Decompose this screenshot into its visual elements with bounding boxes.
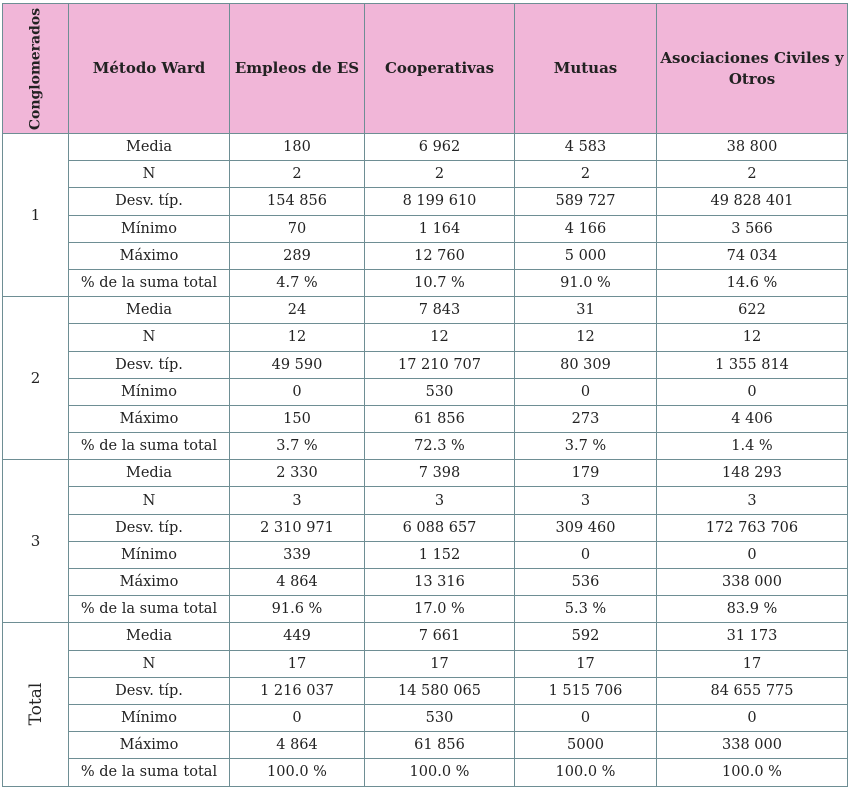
table-row <box>3 541 848 568</box>
stat-label: Media <box>69 134 230 161</box>
table-cell: 100.0 % <box>657 759 848 786</box>
cluster-label <box>3 623 69 786</box>
table-cell: 72.3 % <box>365 433 515 460</box>
cluster-label-text: Total <box>25 683 46 726</box>
table-row <box>3 460 848 487</box>
table-cell: 5.3 % <box>515 596 657 623</box>
table-cell: 91.6 % <box>230 596 365 623</box>
table-cell: 309 460 <box>515 514 657 541</box>
table-cell: 180 <box>230 134 365 161</box>
table-cell: 2 310 971 <box>230 514 365 541</box>
table-cell: 0 <box>230 378 365 405</box>
stat-label: Media <box>69 297 230 324</box>
table-cell: 7 661 <box>365 623 515 650</box>
table-cell: 1.4 % <box>657 433 848 460</box>
table-cell: 0 <box>515 541 657 568</box>
table-cell: 2 <box>230 161 365 188</box>
table-row <box>3 351 848 378</box>
table-cell: 83.9 % <box>657 596 848 623</box>
table-cell: 100.0 % <box>230 759 365 786</box>
table-row <box>3 134 848 161</box>
cluster-label <box>3 297 69 460</box>
stat-label: N <box>69 650 230 677</box>
table-cell: 5000 <box>515 732 657 759</box>
header-row <box>3 4 848 134</box>
table-cell: 6 962 <box>365 134 515 161</box>
table-cell: 2 330 <box>230 460 365 487</box>
table-cell: 2 <box>657 161 848 188</box>
table-cell: 3 <box>515 487 657 514</box>
table-cell: 0 <box>230 704 365 731</box>
table-row <box>3 650 848 677</box>
table-cell: 100.0 % <box>515 759 657 786</box>
table-cell: 179 <box>515 460 657 487</box>
stat-label: Máximo <box>69 569 230 596</box>
table-cell: 17 210 707 <box>365 351 515 378</box>
table-cell: 4 166 <box>515 215 657 242</box>
table-cell: 12 <box>515 324 657 351</box>
table-cell: 622 <box>657 297 848 324</box>
table-cell: 8 199 610 <box>365 188 515 215</box>
stat-label: Máximo <box>69 405 230 432</box>
table-cell: 1 355 814 <box>657 351 848 378</box>
table-cell: 70 <box>230 215 365 242</box>
table-cell: 3 <box>365 487 515 514</box>
table-cell: 1 515 706 <box>515 677 657 704</box>
table-cell: 530 <box>365 704 515 731</box>
table-row <box>3 324 848 351</box>
stat-label: Máximo <box>69 242 230 269</box>
table-row <box>3 677 848 704</box>
table-cell: 154 856 <box>230 188 365 215</box>
stat-label: Mínimo <box>69 704 230 731</box>
table-cell: 3 <box>657 487 848 514</box>
table-row <box>3 433 848 460</box>
header-mutuas: Mutuas <box>515 4 657 134</box>
table-cell: 17 <box>657 650 848 677</box>
table-cell: 24 <box>230 297 365 324</box>
cluster-label-text: 2 <box>30 369 41 388</box>
table-body <box>3 134 848 787</box>
stat-label: % de la suma total <box>69 433 230 460</box>
table-row <box>3 297 848 324</box>
table-cell: 2 <box>365 161 515 188</box>
stat-label: Desv. típ. <box>69 514 230 541</box>
table-cell: 3.7 % <box>515 433 657 460</box>
stat-label: Desv. típ. <box>69 677 230 704</box>
table-cell: 1 152 <box>365 541 515 568</box>
table-row <box>3 242 848 269</box>
table-row <box>3 596 848 623</box>
table-cell: 536 <box>515 569 657 596</box>
table-cell: 0 <box>657 378 848 405</box>
table-cell: 12 <box>657 324 848 351</box>
stat-label: Media <box>69 623 230 650</box>
table-cell: 2 <box>515 161 657 188</box>
table-cell: 7 843 <box>365 297 515 324</box>
stat-label: N <box>69 161 230 188</box>
stat-label: % de la suma total <box>69 596 230 623</box>
table-cell: 4.7 % <box>230 269 365 296</box>
table-cell: 17.0 % <box>365 596 515 623</box>
table-cell: 13 316 <box>365 569 515 596</box>
table-cell: 150 <box>230 405 365 432</box>
table-cell: 172 763 706 <box>657 514 848 541</box>
cluster-label <box>3 460 69 623</box>
table-row <box>3 269 848 296</box>
table-cell: 148 293 <box>657 460 848 487</box>
table-cell: 17 <box>515 650 657 677</box>
table-cell: 3 <box>230 487 365 514</box>
table-cell: 530 <box>365 378 515 405</box>
table-cell: 4 864 <box>230 569 365 596</box>
table-cell: 1 216 037 <box>230 677 365 704</box>
table-cell: 273 <box>515 405 657 432</box>
table-cell: 0 <box>515 378 657 405</box>
table-cell: 12 760 <box>365 242 515 269</box>
table-cell: 0 <box>657 704 848 731</box>
table-cell: 17 <box>365 650 515 677</box>
table-cell: 339 <box>230 541 365 568</box>
table-cell: 84 655 775 <box>657 677 848 704</box>
table-cell: 14.6 % <box>657 269 848 296</box>
table-cell: 80 309 <box>515 351 657 378</box>
table-row <box>3 188 848 215</box>
stat-label: Mínimo <box>69 541 230 568</box>
table-cell: 100.0 % <box>365 759 515 786</box>
header-metodo-ward: Método Ward <box>69 4 230 134</box>
table-cell: 61 856 <box>365 732 515 759</box>
table-cell: 449 <box>230 623 365 650</box>
table-cell: 10.7 % <box>365 269 515 296</box>
table-cell: 49 828 401 <box>657 188 848 215</box>
table-cell: 3 566 <box>657 215 848 242</box>
table-cell: 31 173 <box>657 623 848 650</box>
table-row <box>3 215 848 242</box>
table-row <box>3 487 848 514</box>
cluster-label <box>3 134 69 297</box>
stat-label: Mínimo <box>69 215 230 242</box>
stat-label: Mínimo <box>69 378 230 405</box>
table-header <box>3 4 848 134</box>
header-conglomerados <box>3 4 69 134</box>
stat-label: Desv. típ. <box>69 188 230 215</box>
table-cell: 589 727 <box>515 188 657 215</box>
stat-label: Desv. típ. <box>69 351 230 378</box>
table-row <box>3 759 848 786</box>
table-cell: 49 590 <box>230 351 365 378</box>
cluster-label-text: 1 <box>30 206 41 225</box>
table-row <box>3 161 848 188</box>
stat-label: Media <box>69 460 230 487</box>
table-cell: 6 088 657 <box>365 514 515 541</box>
table-row <box>3 569 848 596</box>
table-row <box>3 405 848 432</box>
header-asociaciones: Asociaciones Civiles y Otros <box>657 4 848 134</box>
table-cell: 91.0 % <box>515 269 657 296</box>
table-cell: 289 <box>230 242 365 269</box>
table-row <box>3 514 848 541</box>
table-cell: 0 <box>515 704 657 731</box>
table-cell: 0 <box>657 541 848 568</box>
table-row <box>3 704 848 731</box>
table-row <box>3 732 848 759</box>
table-cell: 12 <box>365 324 515 351</box>
header-empleos-es: Empleos de ES <box>230 4 365 134</box>
table-cell: 4 406 <box>657 405 848 432</box>
table-cell: 74 034 <box>657 242 848 269</box>
table-cell: 592 <box>515 623 657 650</box>
table-cell: 31 <box>515 297 657 324</box>
stat-label: Máximo <box>69 732 230 759</box>
table-cell: 7 398 <box>365 460 515 487</box>
table-cell: 4 864 <box>230 732 365 759</box>
table-cell: 338 000 <box>657 732 848 759</box>
stat-label: % de la suma total <box>69 759 230 786</box>
table-cell: 38 800 <box>657 134 848 161</box>
table-cell: 4 583 <box>515 134 657 161</box>
table-cell: 5 000 <box>515 242 657 269</box>
table-cell: 3.7 % <box>230 433 365 460</box>
table-cell: 17 <box>230 650 365 677</box>
header-conglomerados-label: Conglomerados <box>27 7 43 130</box>
table-cell: 338 000 <box>657 569 848 596</box>
table-cell: 14 580 065 <box>365 677 515 704</box>
header-cooperativas: Cooperativas <box>365 4 515 134</box>
stat-label: % de la suma total <box>69 269 230 296</box>
cluster-label-text: 3 <box>30 532 41 551</box>
table-cell: 61 856 <box>365 405 515 432</box>
table-cell: 12 <box>230 324 365 351</box>
table-cell: 1 164 <box>365 215 515 242</box>
table-row <box>3 623 848 650</box>
stat-label: N <box>69 487 230 514</box>
stat-label: N <box>69 324 230 351</box>
ward-cluster-table <box>2 3 848 787</box>
table-row <box>3 378 848 405</box>
